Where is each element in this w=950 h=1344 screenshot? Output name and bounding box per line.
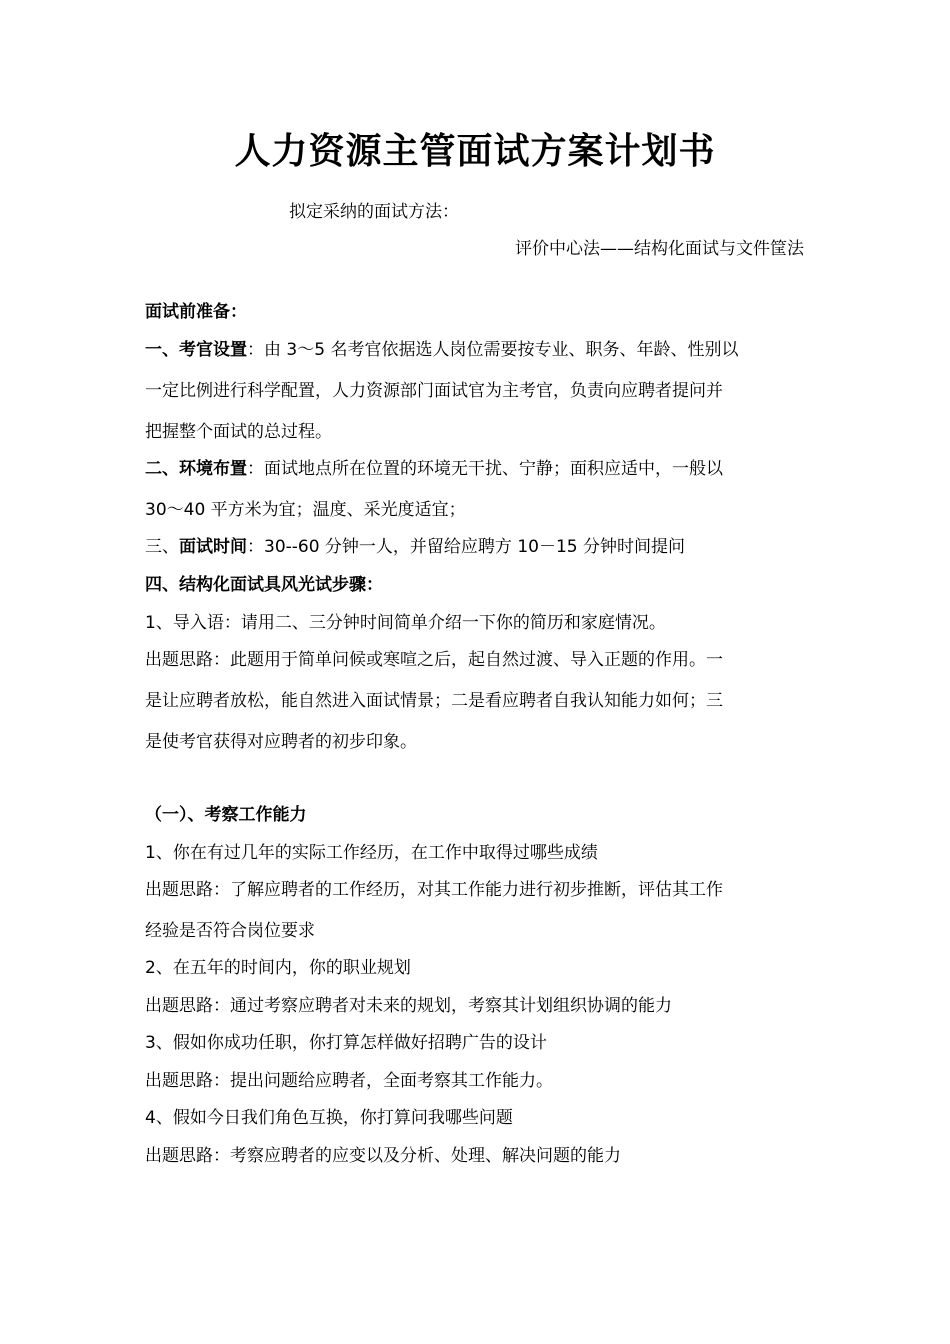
subsection1-heading: （一）、考察工作能力 <box>145 805 307 825</box>
document-title: 人力资源主管面试方案计划书 <box>234 130 716 172</box>
intro-rationale-line1: 出题思路：此题用于简单问候或寒喧之后，起自然过渡、导入正题的作用。一 <box>145 650 723 670</box>
section3-prefix: 三、 <box>145 537 179 557</box>
section1-line2: 一定比例进行科学配置，人力资源部门面试官为主考官，负责向应聘者提问并 <box>145 381 723 401</box>
intro-rationale-line3: 是使考官获得对应聘者的初步印象。 <box>145 732 417 752</box>
section3-line <box>145 535 685 559</box>
subsection1-question-4: 4、假如今日我们角色互换，你打算问我哪些问题 <box>145 1108 513 1128</box>
section2-text: ：面试地点所在位置的环境无干扰、宁静；面积应适中，一般以 <box>247 459 723 479</box>
subsection1-question-1: 1、你在有过几年的实际工作经历，在工作中取得过哪些成绩 <box>145 843 598 863</box>
section3-text: ：30--60 分钟一人，并留给应聘方 10－15 分钟时间提问 <box>247 537 686 557</box>
method-value: 评价中心法——结构化面试与文件筐法 <box>515 239 804 259</box>
section4-heading: 四、结构化面试具风光试步骤： <box>145 575 383 595</box>
section1-line3: 把握整个面试的总过程。 <box>145 422 332 442</box>
prep-heading: 面试前准备： <box>145 302 247 322</box>
section1-text: ：由 3～5 名考官依据选人岗位需要按专业、职务、年龄、性别以 <box>247 340 739 360</box>
section2-line1 <box>145 457 723 481</box>
section3-label: 面试时间 <box>179 537 247 557</box>
intro-question: 1、导入语：请用二、三分钟时间简单介绍一下你的简历和家庭情况。 <box>145 613 666 633</box>
subsection1-rationale-2: 出题思路：通过考察应聘者对未来的规划，考察其计划组织协调的能力 <box>145 996 672 1016</box>
subsection1-question-3: 3、假如你成功任职，你打算怎样做好招聘广告的设计 <box>145 1033 547 1053</box>
section1-label: 一、考官设置 <box>145 340 247 360</box>
subsection1-rationale-1-line2: 经验是否符合岗位要求 <box>145 921 315 941</box>
intro-rationale-line2: 是让应聘者放松，能自然进入面试情景；二是看应聘者自我认知能力如何；三 <box>145 691 723 711</box>
subsection1-rationale-4: 出题思路：考察应聘者的应变以及分析、处理、解决问题的能力 <box>145 1146 621 1166</box>
method-label: 拟定采纳的面试方法： <box>289 202 459 222</box>
section2-label: 二、环境布置 <box>145 459 247 479</box>
subsection1-question-2: 2、在五年的时间内，你的职业规划 <box>145 958 411 978</box>
subsection1-rationale-3: 出题思路：提出问题给应聘者，全面考察其工作能力。 <box>145 1071 553 1091</box>
section2-line2: 30～40 平方米为宜；温度、采光度适宜； <box>145 500 466 520</box>
subsection1-rationale-1-line1: 出题思路：了解应聘者的工作经历，对其工作能力进行初步推断，评估其工作 <box>145 880 723 900</box>
section1-line1 <box>145 338 738 362</box>
